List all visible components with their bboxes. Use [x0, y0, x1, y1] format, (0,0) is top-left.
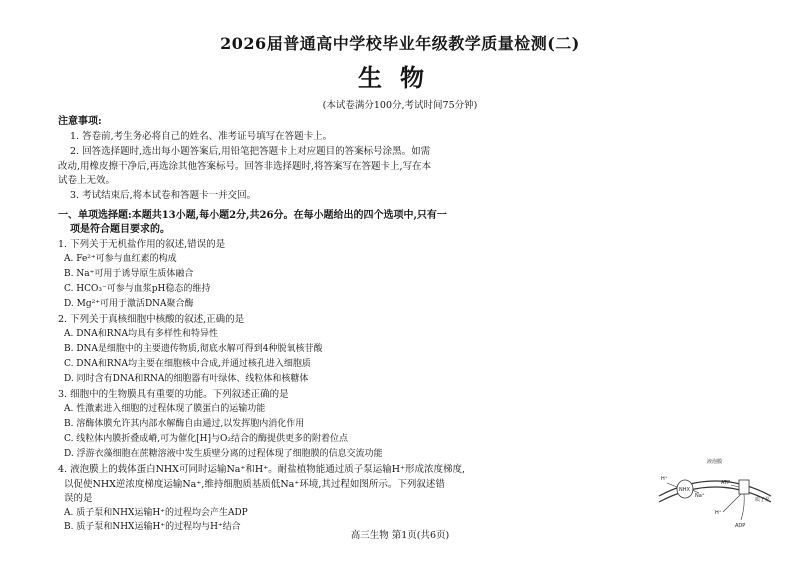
question-stem: 以促使NHX逆浓度梯度运输Na⁺,维持细胞质基质低Na⁺环境,其过程如图所示。下列叙述错	[64, 479, 445, 490]
exam-note: (本试卷满分100分,考试时间75分钟)	[322, 100, 478, 111]
instruction-line: 1. 答卷前,考生务必将自己的姓名、准考证号填写在答题卡上。	[70, 131, 333, 142]
diagram-label-h-ion-2: H⁺	[715, 510, 722, 516]
page-footer: 高三生物 第1页(共6页)	[350, 530, 450, 541]
instruction-line: 3. 考试结束后,将本试卷和答题卡一并交回。	[70, 190, 257, 201]
section-heading: 项是符合题目要求的。	[70, 224, 170, 235]
exam-title: 2026届普通高中学校毕业年级教学质量检测(二)	[220, 34, 580, 53]
subject-title: 生物	[358, 63, 442, 92]
question-option: D. 同时含有DNA和RNA的细胞器有叶绿体、线粒体和核糖体	[64, 374, 309, 384]
instruction-line: 试卷上无效。	[58, 175, 116, 186]
question-option: B. 溶酶体膜允许其内部水解酶自由通过,以发挥胞内消化作用	[64, 419, 305, 429]
question-option: A. 性激素进入细胞的过程体现了膜蛋白的运输功能	[64, 404, 266, 414]
question-option: C. DNA和RNA均主要在细胞核中合成,并通过核孔进入细胞质	[64, 359, 311, 369]
question-option: B. DNA是细胞中的主要遗传物质,彻底水解可得到4种脱氧核苷酸	[64, 344, 323, 354]
instructions-heading: 注意事项:	[58, 116, 102, 127]
question-option: A. DNA和RNA均具有多样性和特异性	[64, 329, 218, 339]
instruction-line: 2. 回答选择题时,选出每小题答案后,用铅笔把答题卡上对应题目的答案标号涂黑。如需	[70, 146, 431, 157]
question-stem: 2. 下列关于真核细胞中核酸的叙述,正确的是	[58, 314, 245, 325]
diagram-label-pump: 质子泵	[755, 497, 771, 503]
diagram-label-h-ion: H⁺	[661, 476, 668, 482]
question-option: A. 质子泵和NHX运输H⁺的过程均会产生ADP	[64, 508, 248, 518]
diagram-label-nhx: NHX	[679, 487, 690, 493]
diagram-label-adp: ADP	[735, 523, 746, 529]
question-stem: 误的是	[64, 493, 93, 504]
question-option: C. 线粒体内膜折叠成嵴,可为催化[H]与O₂结合的酶提供更多的附着位点	[64, 434, 349, 444]
question-option: A. Fe²⁺可参与血红素的构成	[64, 254, 177, 264]
diagram-label-atp: ATP	[721, 480, 731, 486]
question-stem: 1. 下列关于无机盐作用的叙述,错误的是	[58, 239, 226, 250]
question-option: C. HCO₃⁻可参与血浆pH稳态的维持	[64, 284, 211, 294]
question-option: B. 质子泵和NHX运输H⁺的过程均与H⁺结合	[64, 522, 241, 532]
vacuole-membrane-diagram	[655, 456, 775, 534]
instruction-line: 改动,用橡皮擦干净后,再选涂其他答案标号。回答非选择题时,将答案写在答题卡上,写在本	[58, 161, 432, 172]
proton-pump	[739, 480, 749, 494]
question-stem: 4. 液泡膜上的载体蛋白NHX可同时运输Na⁺和H⁺。耐盐植物能通过质子泵运输H⁺形成浓度梯度,	[58, 464, 466, 475]
question-option: B. Na⁺可用于诱导原生质体融合	[64, 269, 194, 279]
question-option: D. 浮游衣藻细胞在蔗糖溶液中发生质壁分离的过程体现了细胞膜的信息交流功能	[64, 449, 383, 459]
diagram-label-membrane: 液泡膜	[707, 459, 723, 465]
question-stem: 3. 细胞中的生物膜具有重要的功能。下列叙述正确的是	[58, 389, 289, 400]
diagram-label-na-ion: Na⁺	[695, 493, 705, 499]
section-heading: 一、单项选择题:本题共13小题,每小题2分,共26分。在每小题给出的四个选项中,只有一	[58, 210, 447, 221]
question-option: D. Mg²⁺可用于激活DNA聚合酶	[64, 299, 194, 309]
